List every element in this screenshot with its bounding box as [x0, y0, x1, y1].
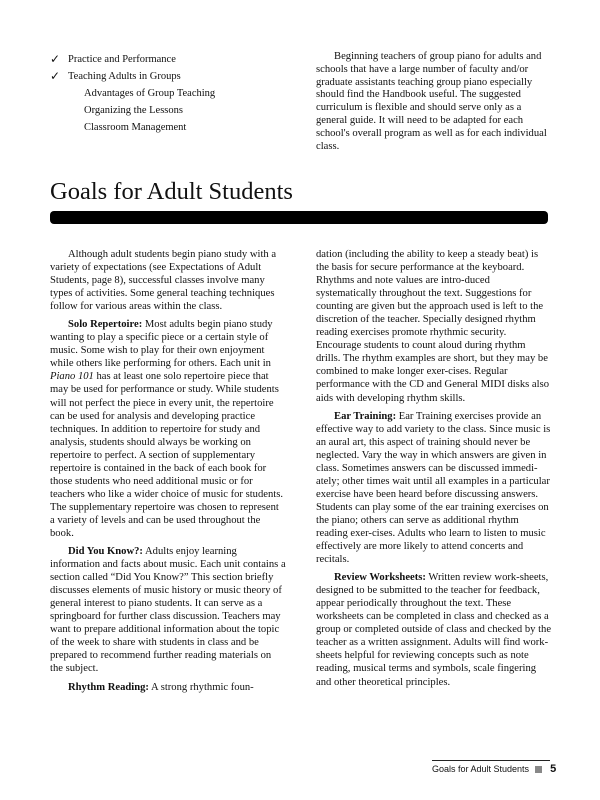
solo-repertoire-paragraph: [50, 318, 286, 540]
intro-body-paragraph: Although adult students begin piano study with a variety of expectations (see Expectations of Adult Students, page 8), successful classes involve many types of activities. Some general teaching techniques follow for various areas within the class.: [50, 249, 277, 313]
page-footer: [432, 763, 556, 775]
paragraph-text: Most adults begin piano study wanting to play a specific piece or a certain style of music. Some wish to play for their own enjoyment while others like performing for others. Each unit in: [50, 319, 273, 370]
checklist-item-label: Organizing the Lessons: [84, 105, 183, 116]
checklist-item-label: Practice and Performance: [68, 54, 176, 65]
ear-training-paragraph: [316, 410, 552, 567]
topic-checklist: [50, 51, 290, 136]
paragraph-text: has at least one solo repertoire piece that may be used for performance or study. While students will not perfect the piece in every unit, the repertoire can be used for analysis and developing practice techniques. In addition to repertoire for study and analysis, students should always be working on repertoire to perfect. A section of supplementary repertoire is contained in the back of each book for those students who need additional music or for teachers who like a wider choice of music for students. The supplementary repertoire was chosen to represent a variety of levels and can be used throughout the book.: [50, 371, 283, 539]
book-title: Piano 101: [50, 371, 94, 383]
paragraph-heading: Review Worksheets:: [334, 572, 426, 584]
checklist-item: [50, 68, 290, 85]
paragraph-heading: Rhythm Reading:: [68, 681, 149, 693]
review-worksheets-paragraph: [316, 571, 552, 688]
body-column-left: [50, 248, 286, 699]
paragraph-text: A strong rhythmic foun-: [148, 681, 254, 693]
paragraph-heading: Solo Repertoire:: [68, 319, 143, 331]
rhythm-reading-paragraph: [50, 681, 286, 694]
checklist-item-label: Classroom Management: [84, 122, 187, 133]
footer-section-label: Goals for Adult Students: [432, 764, 530, 774]
page-number: 5: [550, 763, 557, 775]
checklist-subitem: [50, 119, 290, 136]
body-column-right: [316, 248, 552, 694]
paragraph-heading: Ear Training:: [334, 410, 397, 422]
checklist-subitem: [50, 102, 290, 119]
checklist-item-label: Advantages of Group Teaching: [84, 88, 216, 99]
checkmark-icon: ✓: [50, 52, 61, 66]
section-title: Goals for Adult Students: [50, 178, 293, 205]
intro-paragraph-block: [316, 51, 552, 153]
checkmark-icon: ✓: [50, 69, 61, 83]
rhythm-reading-continued: dation (including the ability to keep a steady beat) is the basis for secure performance at the keyboard. Rhythms and note values are intro-duced systematically throughout the text. Suggestions for counting are given but the approach used is left to the discretion of the teacher. Specially designed rhythm reading exercises promote rhythmic security. Encourage students to count aloud during rhythm drills. The rhythm examples are short, but they may be combined to make longer exer-cises. Regular performance with the CD and General MIDI disks also aids with developing rhythm skills.: [316, 249, 549, 404]
intro-paragraph: Beginning teachers of group piano for adults and schools that have a large number of faculty and/or graduate assistants teaching group piano especially should find the Handbook useful. The suggested curriculum is flexible and should serve only as a general guide. It will need to be adapted for each school's overall program as well as for each individual class.: [316, 51, 547, 152]
checklist-subitem: [50, 85, 290, 102]
square-bullet-icon: [535, 766, 542, 773]
checklist-item: [50, 51, 290, 68]
paragraph-text: Adults enjoy learning information and facts about music. Each unit contains a section called “Did You Know?” This section briefly discusses elements of music history or music theory of general interest to piano students. It can serve as a springboard for further class discussion. Teachers may want to prepare additional information about the topic of the week to share with students in class and be prepared to recommend further reading materials on the subject.: [50, 546, 286, 675]
did-you-know-paragraph: [50, 545, 286, 675]
paragraph-text: Written review work-sheets, designed to be submitted to the teacher for feedback, appear periodically throughout the text. These worksheets can be completed in class and checked as a group or completed outside of class and checked by the teacher as a written assignment. Adults will find work-sheets helpful for reviewing concepts such as note reading, musical terms and symbols, scale fingering and other theoretical principles.: [316, 572, 552, 688]
paragraph-text: Ear Training exercises provide an effective way to add variety to the class. Since music is an aural art, this aspect of training should never be neglected. Vary the way in which answers are given in class. Sometimes answers can be discussed immedi-ately; other times wait until all examples in a particular exercise have been heard before discussing answers. Students can play some of the ear training exercises on the piano; others can serve as additional rhythm reading exer-cises. Adults who learn to listen to music effectively are more likely to attend concerts and recitals.: [316, 410, 551, 566]
checklist-item-label: Teaching Adults in Groups: [68, 71, 181, 82]
footer-rule: [432, 760, 550, 761]
paragraph-heading: Did You Know?:: [68, 546, 143, 558]
title-rule-bar: [50, 211, 548, 224]
